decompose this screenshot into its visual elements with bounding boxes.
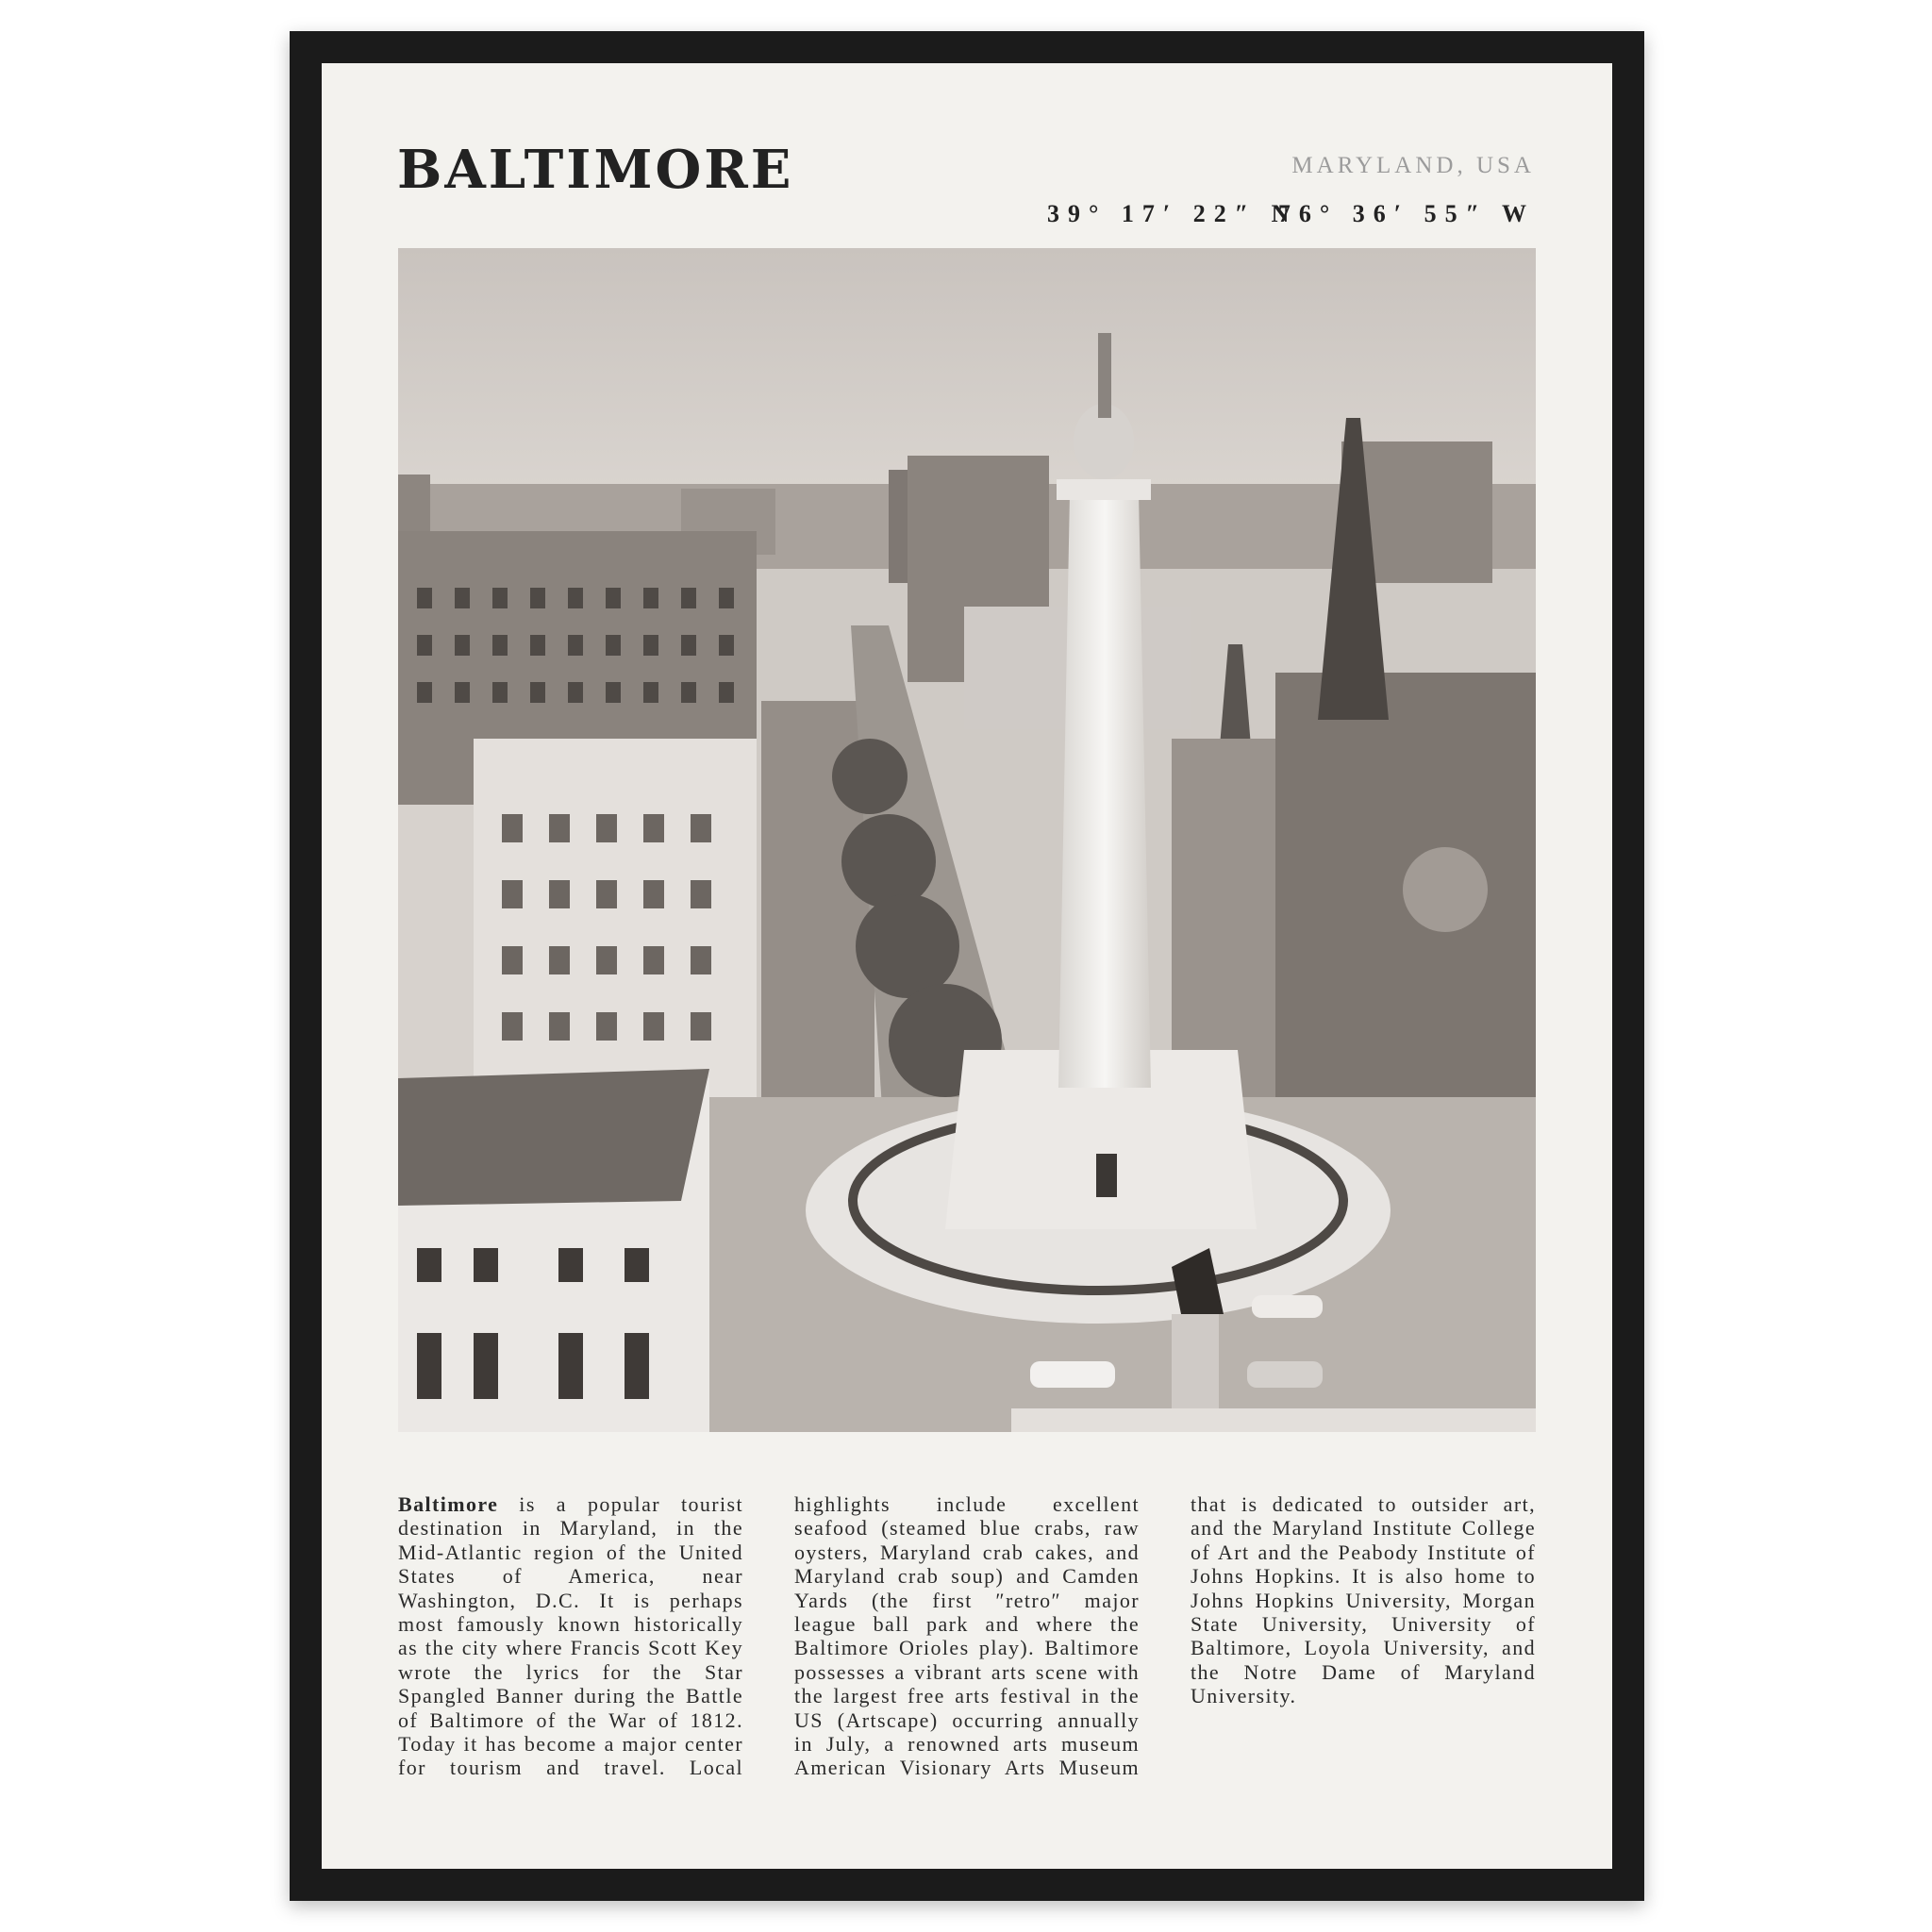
region-label: MARYLAND, USA — [1291, 153, 1535, 178]
description-lead: Baltimore — [398, 1492, 499, 1516]
monument-illustration — [398, 248, 1536, 1432]
latitude-label: 39° 17′ 22″ N — [1047, 200, 1298, 227]
description-body: is a popular tourist destination in Maryland, in the Mid-Atlantic region of the United States of America, near Washington, D.C. It is perhaps most famously known historically as the city where Francis Scott Key wrote the lyrics for the Star Spangled Banner during the Battle of Baltimore of the War of 1812. Today it has become a major center for tourism and travel. Local highlights include excellent seafood (steamed blue crabs, raw oysters, Maryland crab cakes, and Maryland crab soup) and Camden Yards (the first ″retro″ major league ball park and where the Baltimore Orioles play). Baltimore possesses a vibrant arts scene with the largest free arts festival in the US (Artscape) occurring annually in July, a renowned arts museum American Visionary Arts Museum that is dedicated to outsider art, and the Maryland Institute College of Art and the Peabody Institute of Johns Hopkins. It is also home to Johns Hopkins University, Morgan State University, University of Baltimore, Loyola University, and the Notre Dame of Maryland University. — [398, 1492, 1536, 1780]
longitude-label: 76° 36′ 55″ W — [1277, 200, 1535, 227]
city-title: BALTIMORE — [397, 139, 794, 201]
description-text — [398, 1492, 1536, 1785]
city-photo — [398, 248, 1536, 1432]
